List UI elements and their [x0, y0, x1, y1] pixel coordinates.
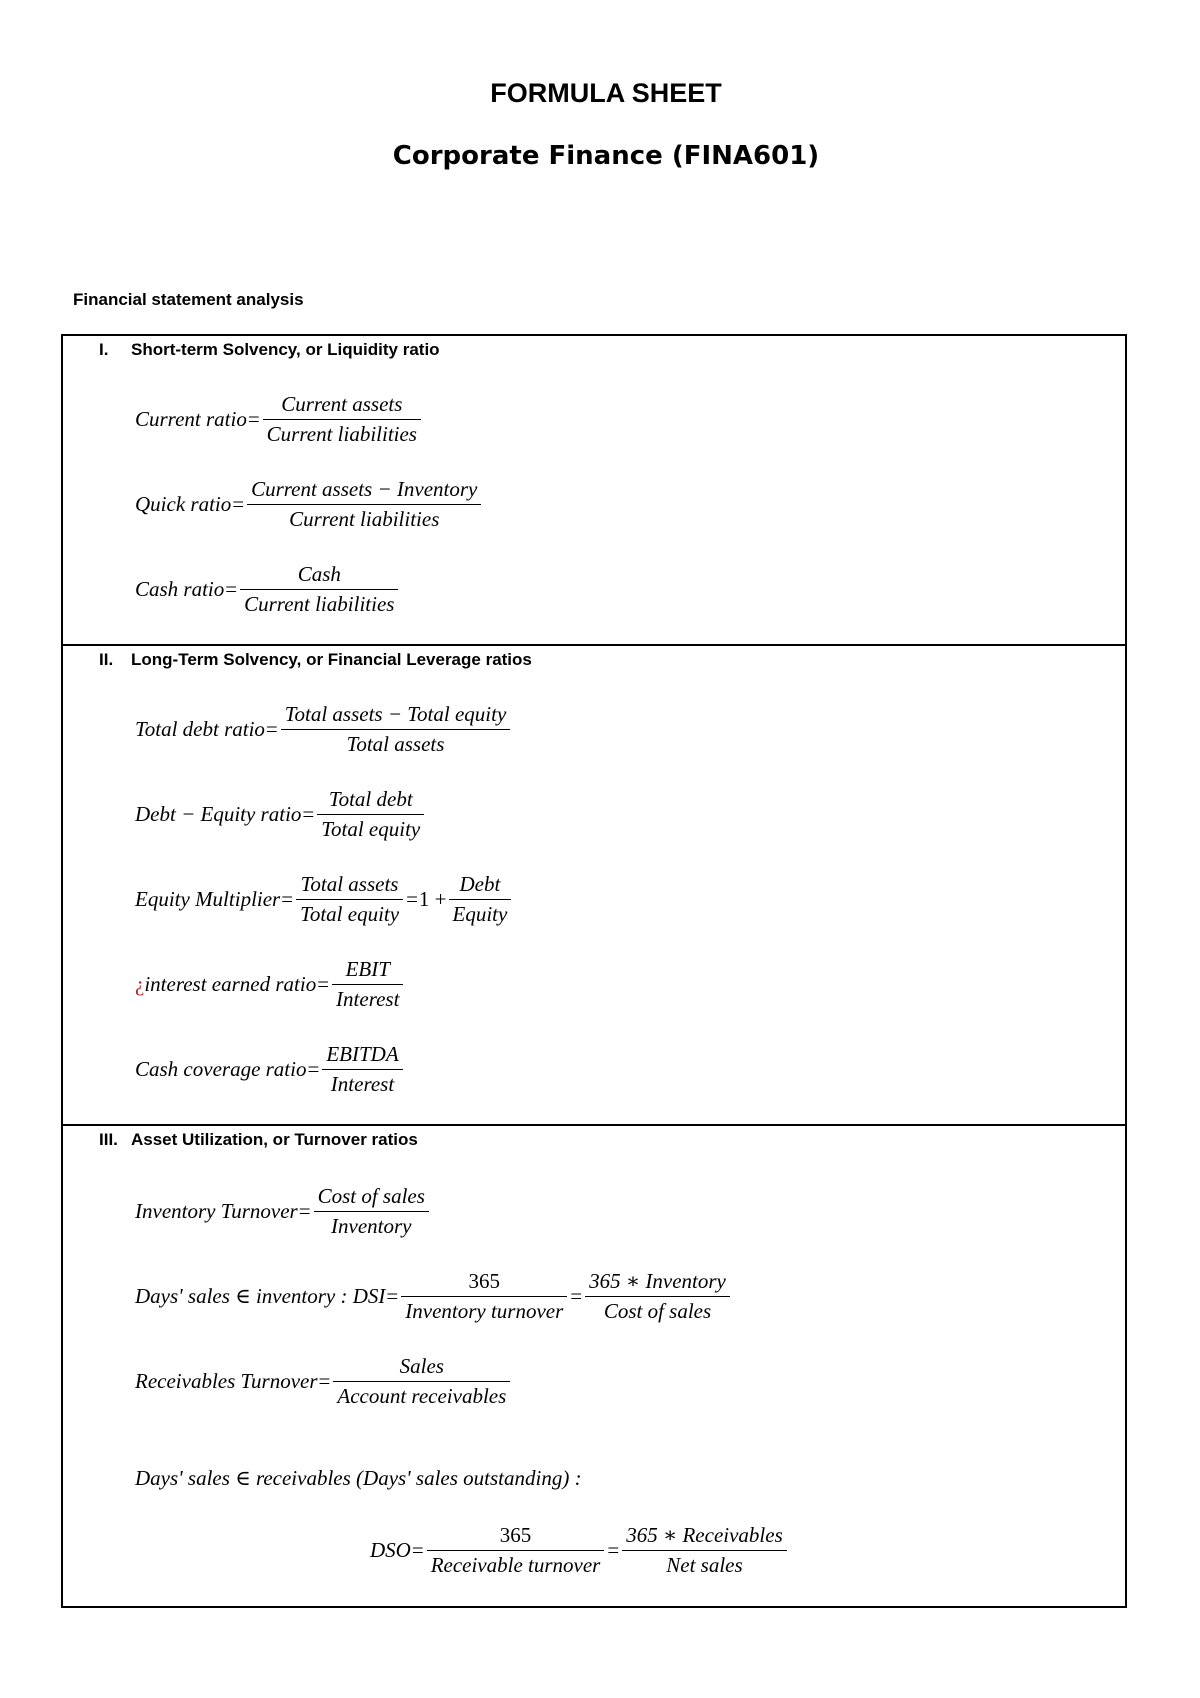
dso-formula: DSO = $\frac{365}{\text{Receivable turnover}}$ = $\frac{\text{365 ∗ Receivables}}{\text{Net sales}}$	[370, 1523, 789, 1578]
fraction	[296, 872, 403, 927]
course-title: Corporate Finance (FINA601)	[392, 141, 820, 171]
denominator: Inventory	[331, 1214, 412, 1238]
denominator: Current liabilities	[289, 507, 440, 531]
cash-coverage-formula: Cash coverage ratio = $\frac{\text{EBITDA}}{\text{Interest}}$	[135, 1042, 405, 1097]
dso-label	[135, 1466, 582, 1491]
formula-lhs: Days' sales ∈ inventory : DSI	[135, 1284, 386, 1308]
denominator: Account receivables	[337, 1384, 507, 1408]
fraction	[263, 392, 421, 447]
leverage-ratios-box	[61, 644, 1127, 1126]
liquidity-heading	[99, 340, 440, 360]
section-heading: Financial statement analysis	[73, 290, 304, 309]
leverage-title: Long-Term Solvency, or Financial Leverage ratios	[131, 650, 532, 669]
receivables-turnover-formula: Receivables Turnover = $\frac{\text{Sales}}{\text{Account receivables}}$	[135, 1354, 512, 1409]
denominator: Equity	[452, 902, 508, 926]
formula-lhs: Cash ratio	[135, 577, 225, 601]
formula-lhs: Debt − Equity ratio	[135, 802, 302, 826]
liquidity-number: I.	[99, 340, 109, 359]
denominator: Total equity	[300, 902, 400, 926]
numerator: EBIT	[332, 957, 403, 985]
fraction	[247, 477, 481, 532]
fraction	[449, 872, 512, 927]
numerator: Cost of sales	[314, 1184, 429, 1212]
equity-multiplier-formula: Equity Multiplier = $\frac{\text{Total assets}}{\text{Total equity}}$ = 1 + $\frac{\text{Debt}}{\text{Equity}}$	[135, 872, 513, 927]
numerator: 365 ∗ Receivables	[622, 1523, 787, 1551]
denominator: Current liabilities	[266, 422, 417, 446]
fraction	[401, 1269, 567, 1324]
total-debt-ratio-formula: Total debt ratio = $\frac{\text{Total assets − Total equity}}{\text{Total assets}}$	[135, 702, 512, 757]
fraction	[427, 1523, 605, 1578]
quick-ratio-formula: Quick ratio = $\frac{\text{Current assets − Inventory}}{\text{Current liabilities}}$	[135, 477, 483, 532]
formula-lhs: interest earned ratio	[144, 972, 317, 996]
turnover-number: III.	[99, 1130, 118, 1149]
leverage-heading	[99, 650, 532, 670]
denominator: Total equity	[321, 817, 421, 841]
numerator: Cash	[240, 562, 398, 590]
current-ratio-formula: Current ratio = $\frac{\text{Current assets}}{\text{Current liabilities}}$	[135, 392, 423, 447]
formula-lhs: Cash coverage ratio	[135, 1057, 307, 1081]
numerator: Sales	[333, 1354, 510, 1382]
fraction	[332, 957, 403, 1012]
denominator: Net sales	[666, 1553, 743, 1577]
numerator: 365	[427, 1523, 605, 1551]
numerator: Current assets − Inventory	[247, 477, 481, 505]
denominator: Total assets	[346, 732, 445, 756]
fraction	[240, 562, 398, 617]
fraction	[317, 787, 424, 842]
inventory-turnover-formula: Inventory Turnover = $\frac{\text{Cost of sales}}{\text{Inventory}}$	[135, 1184, 431, 1239]
formula-lhs: Receivables Turnover	[135, 1369, 318, 1393]
leverage-number: II.	[99, 650, 114, 669]
cash-ratio-formula: Cash ratio = $\frac{\text{Cash}}{\text{Current liabilities}}$	[135, 562, 400, 617]
numerator: Total debt	[317, 787, 424, 815]
numerator: Total assets − Total equity	[281, 702, 511, 730]
denominator: Current liabilities	[244, 592, 395, 616]
turnover-title: Asset Utilization, or Turnover ratios	[131, 1130, 418, 1149]
formula-lhs: DSO	[370, 1538, 411, 1562]
turnover-heading	[99, 1130, 418, 1150]
dso-label-text: Days' sales ∈ receivables (Days' sales outstanding) :	[135, 1466, 582, 1490]
dsi-formula: Days' sales ∈ inventory : DSI = $\frac{365}{\text{Inventory turnover}}$ = $\frac{\text{365 ∗ Inventory}}{\text{Cost of sales}}$	[135, 1269, 732, 1324]
fraction	[314, 1184, 429, 1239]
numerator: 365	[401, 1269, 567, 1297]
fraction	[281, 702, 511, 757]
numerator: Current assets	[263, 392, 421, 420]
denominator: Receivable turnover	[430, 1553, 601, 1577]
liquidity-title: Short-term Solvency, or Liquidity ratio	[131, 340, 440, 359]
numerator: EBITDA	[322, 1042, 402, 1070]
times-interest-earned-formula: ¿ interest earned ratio = $\frac{\text{EBIT}}{\text{Interest}}$	[135, 957, 405, 1012]
formula-lhs: Quick ratio	[135, 492, 232, 516]
denominator: Cost of sales	[603, 1299, 712, 1323]
formula-lhs: Inventory Turnover	[135, 1199, 298, 1223]
numerator: Total assets	[296, 872, 403, 900]
liquidity-ratios-box	[61, 334, 1127, 646]
fraction	[585, 1269, 730, 1324]
fraction	[333, 1354, 510, 1409]
constant-term: 1 +	[418, 887, 447, 911]
formula-lhs: Equity Multiplier	[135, 887, 281, 911]
page-title: FORMULA SHEET	[490, 78, 722, 108]
denominator: Inventory turnover	[405, 1299, 564, 1323]
unrendered-glyph: ¿	[135, 972, 145, 996]
numerator: 365 ∗ Inventory	[585, 1269, 730, 1297]
debt-equity-formula: Debt − Equity ratio = $\frac{\text{Total debt}}{\text{Total equity}}$	[135, 787, 426, 842]
denominator: Interest	[336, 987, 400, 1011]
formula-lhs: Current ratio	[135, 407, 247, 431]
fraction	[622, 1523, 787, 1578]
denominator: Interest	[330, 1072, 395, 1096]
numerator: Debt	[449, 872, 512, 900]
formula-lhs: Total debt ratio	[135, 717, 265, 741]
fraction	[322, 1042, 402, 1097]
turnover-ratios-box	[61, 1124, 1127, 1608]
